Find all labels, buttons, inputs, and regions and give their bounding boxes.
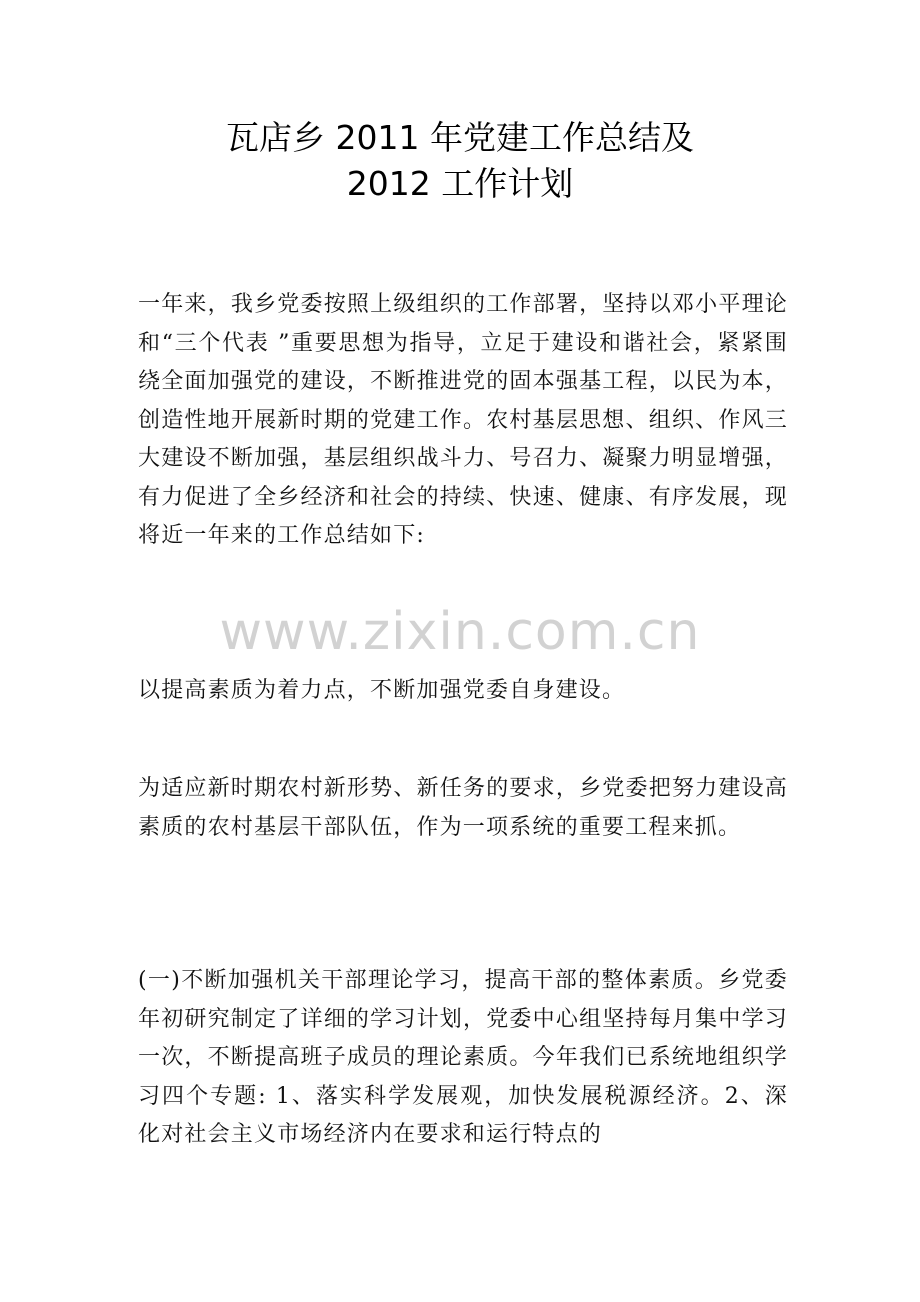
paragraph-intro: 一年来，我乡党委按照上级组织的工作部署，坚持以邓小平理论和“三个代表 ”重要思想为指导，立足于建设和谐社会，紧紧围绕全面加强党的建设，不断推进党的固本强基工程，以民为本，创造性地开展新时期的党建工作。农村基层思想、组织、作风三大建设不断加强，基层组织战斗力、号召力、凝聚力明显增强，有力促进了全乡经济和社会的持续、快速、健康、有序发展，现将近一年来的工作总结如下: xyxy=(138,292,788,548)
paragraph-body: 为适应新时期农村新形势、新任务的要求，乡党委把努力建设高素质的农村基层干部队伍，作为一项系统的重要工程来抓。 xyxy=(138,776,788,840)
document-title-line-2: 2012 工作计划 xyxy=(346,164,574,203)
document-title-line-1: 瓦店乡 2011 年党建工作总结及 xyxy=(226,118,694,157)
paragraph-heading: 以提高素质为着力点，不断加强党委自身建设。 xyxy=(138,678,626,703)
paragraph-section-1: (一)不断加强机关干部理论学习，提高干部的整体素质。乡党委年初研究制定了详细的学习计划，党委中心组坚持每月集中学习一次，不断提高班子成员的理论素质。今年我们已系统地组织学习四个专题: 1、落实科学发展观，加快发展税源经济。2、深化对社会主义市场经济内在要求和运行特点的 xyxy=(138,968,788,1147)
watermark: www.zixin.com.cn xyxy=(219,602,701,662)
